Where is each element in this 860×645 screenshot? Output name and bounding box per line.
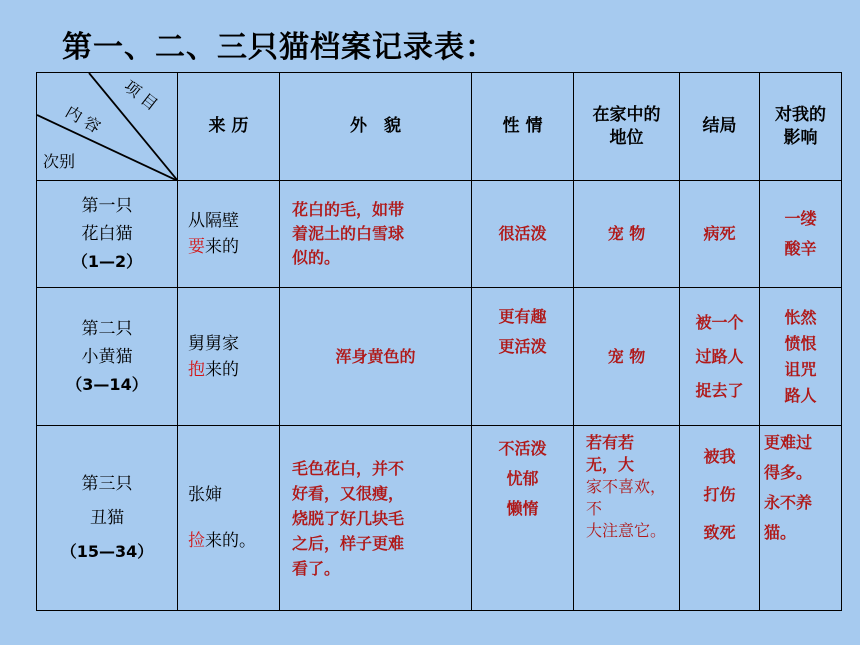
row-label-cat3: 第三只 丑猫 （15—34） [37,426,178,611]
cell-appearance-cat3: 毛色花白，并不 好看，又很瘦， 烧脱了好几块毛 之后，样子更难 看了。 [280,426,472,611]
header-temper: 性 情 [472,73,574,181]
cell-ending-cat1: 病死 [680,181,760,288]
cell-source-cat2: 舅舅家 抱来的 [178,288,280,426]
table-row [37,288,842,426]
cell-source-cat1: 从隔壁 要来的 [178,181,280,288]
table-row [37,181,842,288]
cell-temper-cat3: 不活泼 忧郁 懒惰 [472,426,574,611]
header-impact: 对我的 影响 [760,73,842,181]
cell-temper-cat2: 更有趣 更活泼 [472,288,574,426]
cell-ending-cat2: 被一个 过路人 捉去了 [680,288,760,426]
row-label-cat2: 第二只 小黄猫 （3—14） [37,288,178,426]
cat-record-table [36,72,842,611]
header-ending: 结局 [680,73,760,181]
cell-appearance-cat1: 花白的毛，如带 着泥土的白雪球 似的。 [280,181,472,288]
table-row [37,426,842,611]
cell-impact-cat2: 怅然 愤恨 诅咒 路人 [760,288,842,426]
corner-label-items: 项 目 [120,76,162,115]
cell-status-cat2: 宠 物 [574,288,680,426]
cell-impact-cat1: 一缕 酸辛 [760,181,842,288]
cell-impact-cat3: 更难过 得多。 永不养 猫。 [760,426,842,611]
header-status: 在家中的 地位 [574,73,680,181]
page-title: 第一、二、三只猫档案记录表： [62,30,496,65]
corner-cell [37,73,178,181]
corner-label-content: 内 容 [62,101,104,137]
cell-status-cat1: 宠 物 [574,181,680,288]
header-row [37,73,842,181]
header-appearance: 外 貌 [280,73,472,181]
cell-temper-cat1: 很活泼 [472,181,574,288]
cell-appearance-cat2: 浑身黄色的 [280,288,472,426]
row-label-cat1: 第一只 花白猫 （1—2） [37,181,178,288]
header-source: 来 历 [178,73,280,181]
corner-label-order: 次别 [43,152,76,171]
cell-status-cat3: 若有若 无，大 家不喜欢， 不 大注意它。 [574,426,680,611]
cell-ending-cat3: 被我 打伤 致死 [680,426,760,611]
cell-source-cat3: 张婶 捡来的。 [178,426,280,611]
